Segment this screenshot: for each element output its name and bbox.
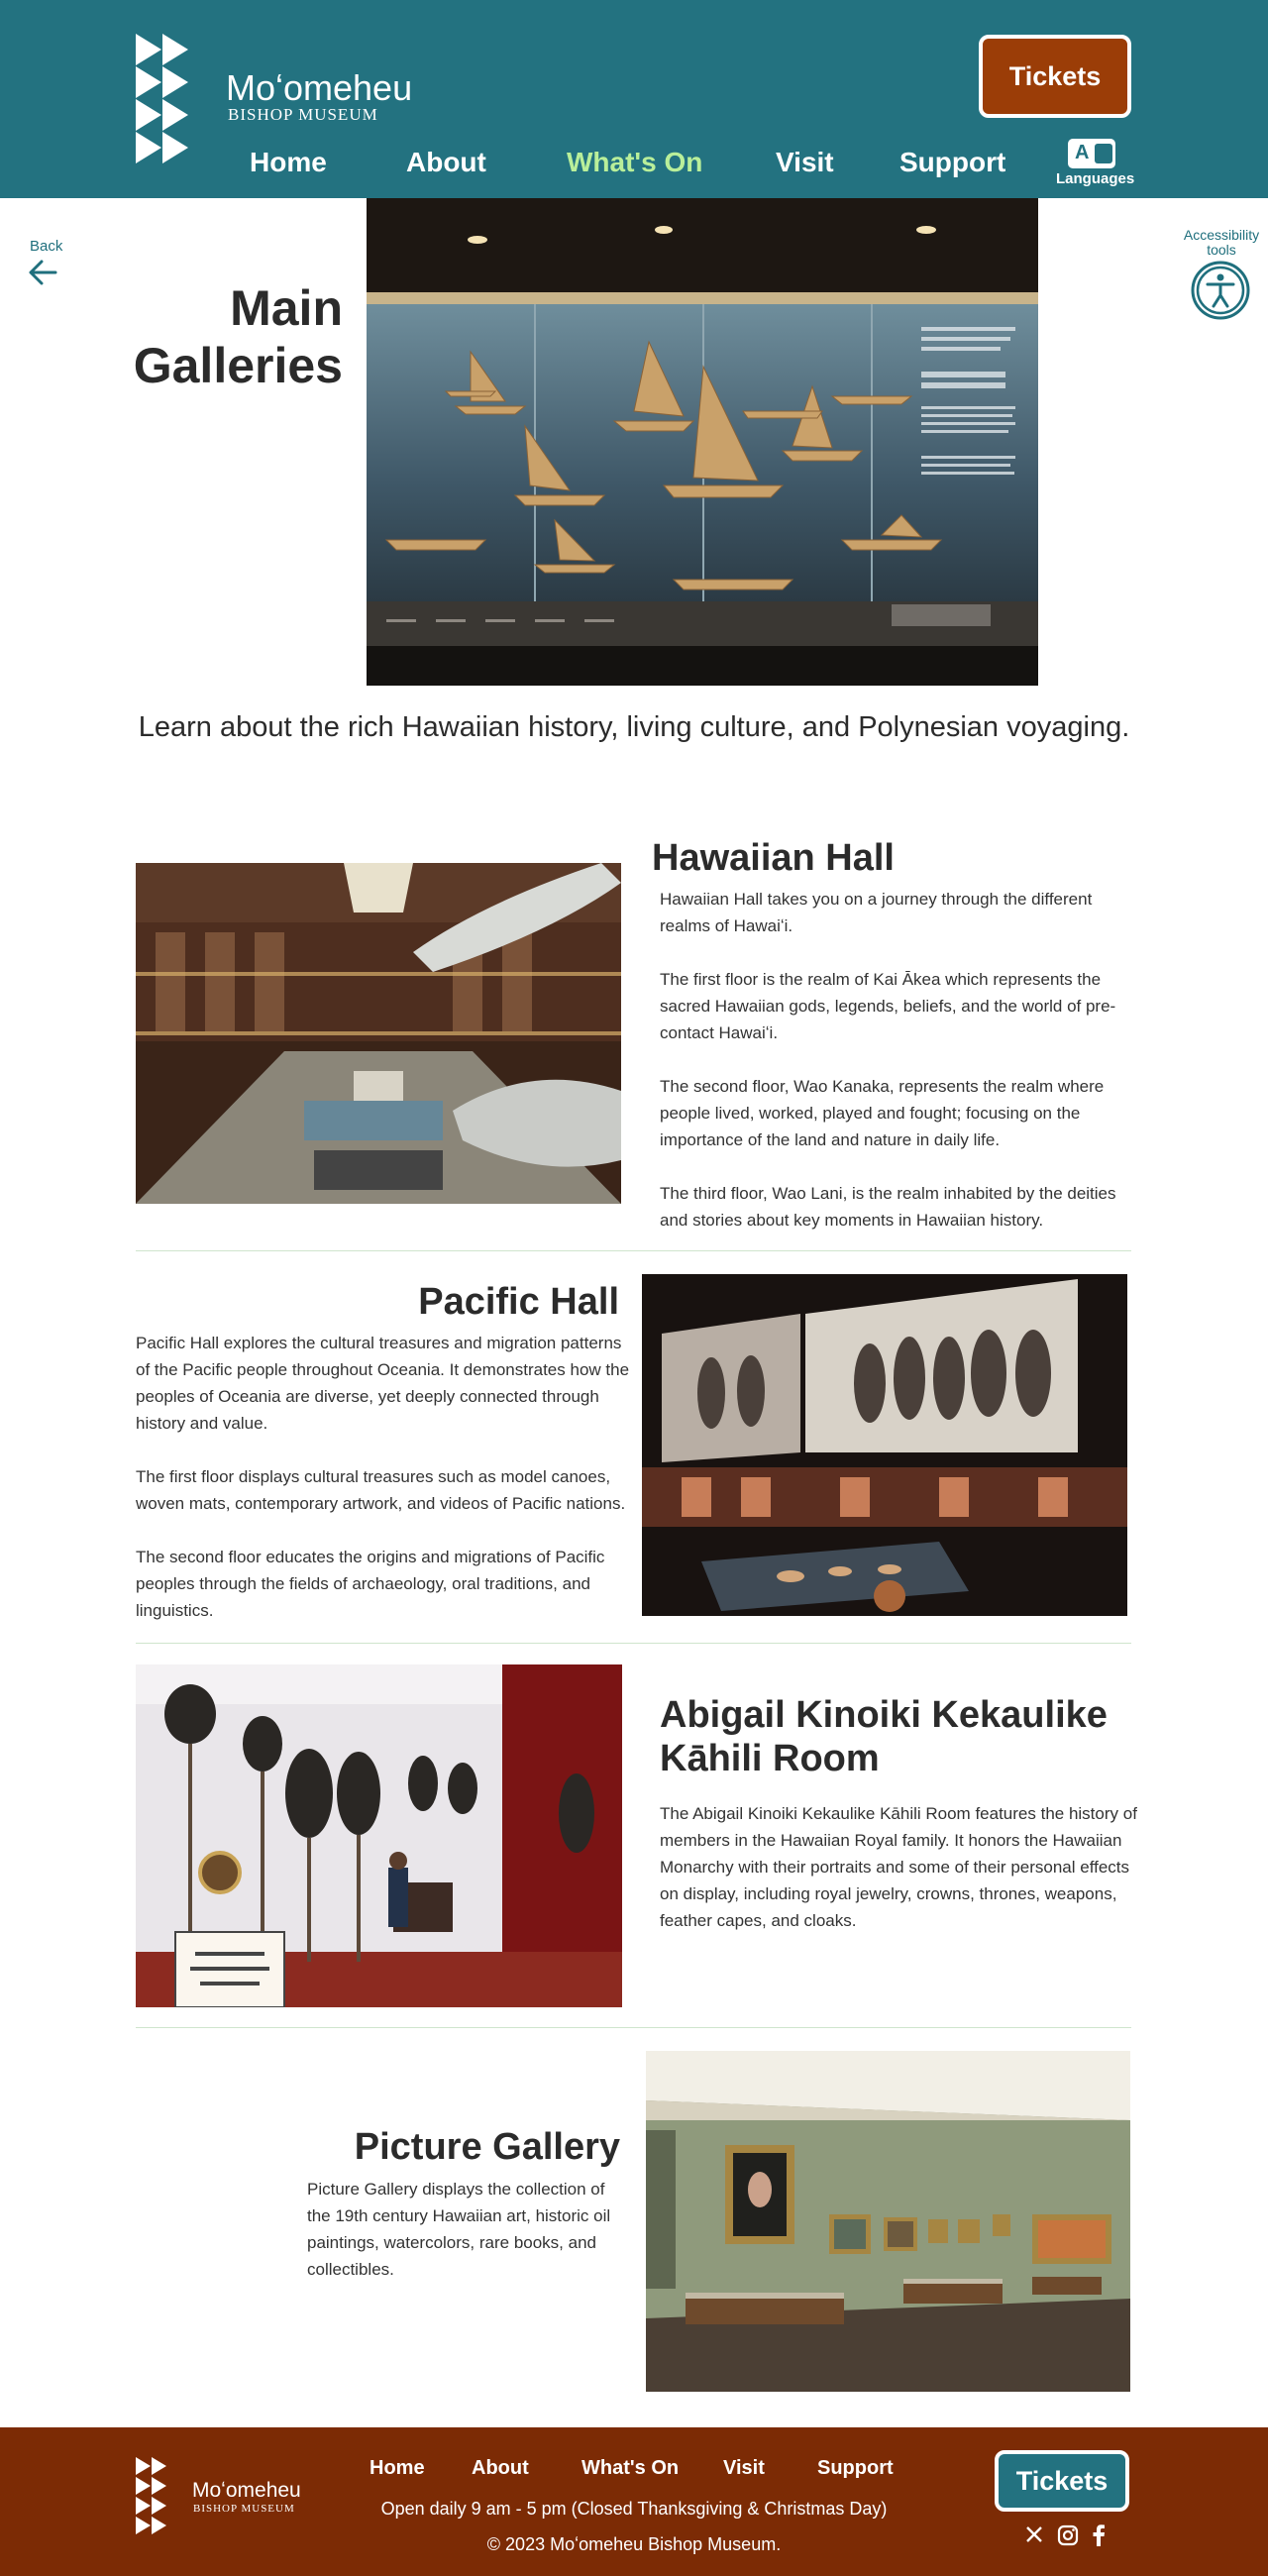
footer-nav-whats-on[interactable]: What's On — [581, 2457, 680, 2479]
back-link-label[interactable]: Back — [30, 238, 63, 255]
section-divider — [136, 2027, 1131, 2028]
pacific-hall-photo — [642, 1274, 1127, 1616]
pacific-hall-paragraph: The first floor displays cultural treasures such as model canoes, woven mats, contemporary artwork, and videos of Pacific nations. — [136, 1467, 626, 1513]
kahili-room-description — [660, 1800, 1137, 1961]
site-header — [0, 0, 1268, 198]
footer-logo-name: Moʻomeheu — [192, 2479, 301, 2502]
pacific-hall-paragraph: The second floor educates the origins and migrations of Pacific peoples through the fields of archaeology, oral traditions, and linguistics. — [136, 1548, 605, 1620]
languages-icon[interactable]: A — [1068, 139, 1115, 168]
footer-nav-support[interactable]: Support — [817, 2457, 894, 2479]
nav-visit[interactable]: Visit — [776, 147, 834, 177]
logo-mark[interactable] — [136, 34, 215, 166]
section-divider — [136, 1643, 1131, 1644]
kahili-room-paragraph: The Abigail Kinoiki Kekaulike Kāhili Room features the history of members in the Hawaiian Royal family. It honors the Hawaiian Monarchy with their portraits and some of their personal effects on display, including royal jewelry, crowns, thrones, weapons, feather capes, and cloaks. — [660, 1804, 1137, 1930]
picture-gallery-title: Picture Gallery — [354, 2126, 620, 2168]
hawaiian-hall-title: Hawaiian Hall — [652, 837, 895, 879]
picture-gallery-paragraph: Picture Gallery displays the collection of the 19th century Hawaiian art, historic oil paintings, watercolors, rare books, and collectibles. — [307, 2180, 611, 2279]
back-arrow-icon[interactable] — [28, 260, 57, 285]
page-title — [79, 279, 343, 394]
intro-text: Learn about the rich Hawaiian history, living culture, and Polynesian voyaging. — [138, 711, 1130, 743]
nav-whats-on[interactable]: What's On — [567, 147, 703, 177]
pacific-hall-paragraph: Pacific Hall explores the cultural treasures and migration patterns of the Pacific people throughout Oceania. It demonstrates how the peoples of Oceania are diverse, yet deeply connected through history and value. — [136, 1334, 630, 1433]
pacific-hall-description — [136, 1330, 631, 1651]
picture-gallery-description — [307, 2176, 624, 2309]
pacific-hall-title: Pacific Hall — [418, 1281, 619, 1323]
section-divider — [136, 1250, 1131, 1251]
footer-tickets-button[interactable]: Tickets — [995, 2450, 1129, 2512]
accessibility-label[interactable]: Accessibility tools — [1183, 227, 1260, 258]
hawaiian-hall-photo — [136, 863, 621, 1204]
hawaiian-hall-paragraph: The first floor is the realm of Kai Ākea which represents the sacred Hawaiian gods, legends, beliefs, and the world of pre-contact Hawaiʻi. — [660, 970, 1116, 1042]
languages-label[interactable]: Languages — [1056, 170, 1135, 187]
page-title-line1: Main — [230, 280, 343, 336]
footer-logo-mark[interactable] — [136, 2457, 185, 2536]
footer-hours: Open daily 9 am - 5 pm (Closed Thanksgiving & Christmas Day) — [380, 2499, 888, 2519]
hawaiian-hall-paragraph: Hawaiian Hall takes you on a journey through the different realms of Hawaiʻi. — [660, 890, 1093, 935]
instagram-icon[interactable] — [1057, 2524, 1079, 2552]
kahili-room-photo — [136, 1664, 622, 2007]
logo-name: Moʻomeheu — [226, 67, 413, 108]
hero-image-canoe-display — [367, 198, 1038, 686]
kahili-room-title-line1: Abigail Kinoiki Kekaulike — [660, 1694, 1108, 1736]
nav-about[interactable]: About — [406, 147, 486, 177]
kahili-room-title — [660, 1693, 1135, 1780]
nav-home[interactable]: Home — [250, 147, 327, 177]
footer-nav-about[interactable]: About — [472, 2457, 529, 2479]
accessibility-icon[interactable] — [1190, 260, 1251, 321]
page-title-line2: Galleries — [133, 338, 343, 393]
picture-gallery-photo — [646, 2051, 1130, 2392]
hawaiian-hall-description — [660, 886, 1125, 1260]
nav-support[interactable]: Support — [899, 147, 1006, 177]
footer-copyright: © 2023 Moʻomeheu Bishop Museum. — [486, 2534, 782, 2554]
x-icon[interactable] — [1024, 2524, 1044, 2550]
hawaiian-hall-paragraph: The third floor, Wao Lani, is the realm inhabited by the deities and stories about key moments in Hawaiian history. — [660, 1184, 1116, 1230]
footer-logo-subtitle: BISHOP MUSEUM — [193, 2503, 295, 2515]
tickets-button[interactable]: Tickets — [979, 35, 1131, 118]
kahili-room-title-line2: Kāhili Room — [660, 1738, 880, 1779]
hawaiian-hall-paragraph: The second floor, Wao Kanaka, represents the realm where people lived, worked, played and fought; focusing on the importance of the land and nature in daily life. — [660, 1077, 1105, 1149]
logo-subtitle: BISHOP MUSEUM — [228, 105, 378, 124]
facebook-icon[interactable] — [1092, 2524, 1106, 2552]
footer-nav-home[interactable]: Home — [370, 2457, 425, 2479]
footer-nav-visit[interactable]: Visit — [723, 2457, 765, 2479]
